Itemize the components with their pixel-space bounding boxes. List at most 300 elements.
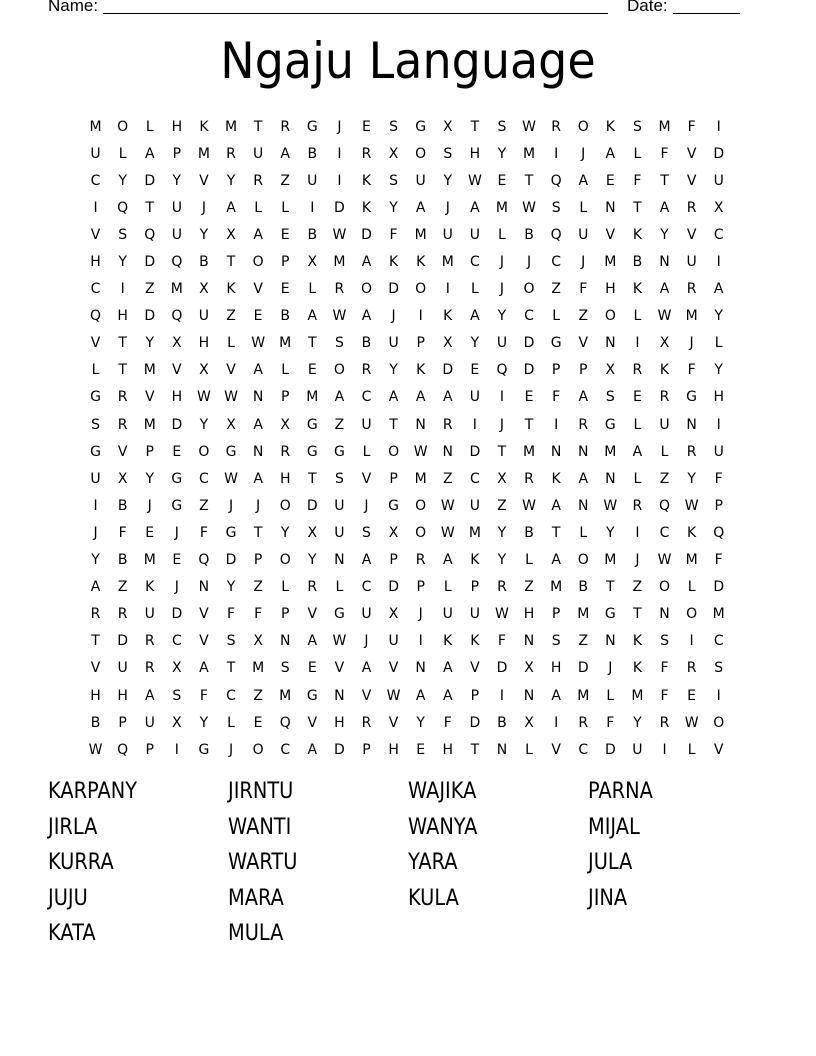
- grid-cell: I: [554, 714, 559, 731]
- grid-cell: A: [415, 687, 426, 704]
- grid-cell: R: [280, 118, 291, 135]
- grid-cell: I: [635, 524, 640, 541]
- grid-cell: Y: [660, 226, 669, 243]
- grid-cell: K: [470, 633, 480, 650]
- grid-cell: R: [686, 443, 697, 460]
- grid-cell: L: [660, 443, 669, 460]
- grid-cell: I: [472, 416, 477, 433]
- grid-cell: A: [551, 687, 561, 704]
- grid-cell: V: [578, 335, 589, 352]
- grid-cell: B: [524, 226, 534, 243]
- grid-cell: Y: [226, 172, 236, 189]
- grid-cell: U: [171, 226, 182, 243]
- grid-cell: V: [226, 362, 236, 379]
- grid-cell: J: [418, 606, 423, 623]
- grid-cell: B: [90, 714, 101, 731]
- grid-cell: T: [470, 741, 480, 758]
- grid-cell: L: [254, 199, 263, 216]
- grid-cell: A: [442, 660, 453, 677]
- grid-cell: A: [199, 660, 209, 677]
- word-list-item: WANTI: [228, 814, 292, 840]
- grid-cell: L: [525, 552, 533, 569]
- grid-cell: X: [280, 416, 290, 433]
- grid-cell: O: [117, 118, 129, 135]
- grid-cell: U: [252, 145, 264, 162]
- grid-cell: D: [388, 281, 399, 298]
- grid-cell: O: [713, 714, 725, 731]
- grid-cell: J: [337, 118, 342, 135]
- grid-cell: M: [143, 552, 156, 569]
- grid-cell: I: [662, 741, 667, 758]
- grid-cell: C: [578, 741, 589, 758]
- grid-cell: R: [334, 281, 345, 298]
- grid-cell: X: [172, 660, 182, 677]
- grid-cell: K: [605, 118, 615, 135]
- grid-cell: M: [604, 443, 617, 460]
- grid-cell: I: [93, 497, 98, 514]
- grid-cell: J: [445, 199, 450, 216]
- grid-cell: T: [551, 524, 561, 541]
- grid-cell: J: [499, 281, 505, 298]
- grid-cell: W: [603, 497, 618, 514]
- grid-cell: E: [172, 552, 182, 569]
- grid-cell: A: [388, 389, 399, 406]
- grid-cell: F: [687, 118, 696, 135]
- grid-cell: J: [174, 579, 179, 596]
- grid-cell: N: [659, 254, 670, 271]
- grid-cell: S: [443, 145, 453, 162]
- grid-cell: G: [306, 416, 318, 433]
- grid-cell: A: [361, 552, 372, 569]
- word-list-item: WAJIKA: [408, 779, 477, 804]
- grid-cell: X: [524, 660, 534, 677]
- grid-cell: U: [388, 335, 399, 352]
- grid-cell: V: [90, 660, 101, 677]
- grid-cell: N: [550, 443, 562, 460]
- grid-cell: T: [633, 199, 642, 216]
- grid-cell: I: [120, 281, 125, 298]
- grid-cell: V: [551, 741, 561, 758]
- grid-cell: R: [551, 118, 561, 135]
- grid-cell: L: [227, 714, 235, 731]
- grid-cell: H: [117, 308, 128, 325]
- grid-cell: U: [144, 714, 155, 731]
- grid-cell: T: [253, 118, 263, 135]
- word-list-item: WANYA: [408, 814, 478, 840]
- grid-cell: C: [171, 633, 182, 650]
- grid-cell: U: [198, 308, 210, 325]
- grid-cell: G: [306, 118, 318, 135]
- grid-cell: K: [687, 524, 697, 541]
- grid-cell: T: [91, 633, 100, 650]
- grid-cell: T: [470, 118, 480, 135]
- grid-cell: Y: [118, 254, 127, 271]
- grid-cell: K: [551, 470, 561, 487]
- grid-cell: I: [418, 633, 423, 650]
- grid-cell: U: [144, 606, 155, 623]
- grid-cell: L: [362, 443, 371, 460]
- grid-cell: E: [280, 281, 290, 298]
- grid-cell: M: [197, 145, 210, 162]
- grid-cell: A: [361, 254, 372, 271]
- grid-cell: U: [415, 172, 426, 189]
- grid-cell: N: [252, 443, 264, 460]
- grid-cell: A: [470, 199, 480, 216]
- word-list-item: YARA: [408, 850, 458, 875]
- grid-cell: N: [686, 416, 697, 433]
- grid-cell: Q: [496, 362, 508, 379]
- grid-cell: V: [199, 633, 209, 650]
- grid-cell: N: [198, 579, 210, 596]
- grid-cell: T: [118, 335, 127, 352]
- grid-cell: Y: [91, 552, 100, 569]
- word-list-item: JIRNTU: [228, 779, 294, 804]
- grid-cell: Q: [550, 226, 562, 243]
- grid-cell: C: [659, 524, 670, 541]
- grid-cell: I: [445, 281, 450, 298]
- grid-cell: O: [577, 118, 589, 135]
- grid-cell: I: [174, 741, 179, 758]
- grid-cell: I: [418, 308, 423, 325]
- date-label: Date:: [627, 0, 668, 15]
- grid-cell: V: [199, 172, 209, 189]
- grid-cell: S: [551, 633, 561, 650]
- grid-cell: F: [633, 172, 642, 189]
- grid-cell: Y: [226, 579, 236, 596]
- grid-cell: V: [361, 470, 372, 487]
- grid-cell: U: [632, 741, 643, 758]
- grid-cell: R: [686, 281, 697, 298]
- grid-cell: Y: [443, 172, 453, 189]
- grid-cell: K: [416, 362, 426, 379]
- grid-cell: R: [361, 145, 372, 162]
- grid-cell: L: [552, 308, 561, 325]
- grid-cell: L: [687, 579, 696, 596]
- grid-cell: H: [171, 389, 183, 406]
- grid-cell: G: [306, 687, 318, 704]
- grid-cell: K: [145, 579, 155, 596]
- grid-cell: W: [467, 172, 482, 189]
- grid-cell: H: [279, 470, 291, 487]
- grid-cell: U: [90, 145, 101, 162]
- grid-cell: A: [442, 389, 453, 406]
- grid-cell: P: [280, 389, 290, 406]
- grid-cell: G: [604, 416, 616, 433]
- grid-cell: A: [253, 416, 263, 433]
- grid-cell: X: [388, 145, 399, 162]
- grid-cell: H: [198, 335, 210, 352]
- grid-cell: Z: [442, 470, 453, 487]
- grid-cell: N: [442, 443, 453, 460]
- grid-cell: U: [496, 335, 508, 352]
- grid-cell: V: [388, 714, 399, 731]
- grid-cell: X: [172, 335, 182, 352]
- grid-cell: O: [279, 497, 291, 514]
- grid-cell: L: [118, 145, 127, 162]
- grid-cell: L: [281, 199, 290, 216]
- grid-cell: P: [416, 335, 425, 352]
- grid-cell: I: [337, 172, 342, 189]
- grid-cell: D: [388, 579, 399, 596]
- grid-cell: H: [90, 687, 101, 704]
- grid-cell: A: [659, 281, 670, 298]
- grid-cell: U: [469, 497, 480, 514]
- grid-cell: A: [307, 741, 318, 758]
- grid-cell: I: [716, 416, 721, 433]
- grid-cell: M: [577, 606, 590, 623]
- grid-cell: O: [659, 579, 671, 596]
- grid-cell: M: [577, 687, 590, 704]
- grid-cell: Q: [171, 254, 183, 271]
- grid-cell: L: [470, 281, 479, 298]
- grid-cell: V: [90, 335, 101, 352]
- grid-cell: I: [689, 633, 694, 650]
- grid-cell: U: [713, 443, 724, 460]
- grid-cell: Y: [497, 145, 507, 162]
- grid-cell: D: [523, 335, 535, 352]
- grid-cell: V: [686, 172, 697, 189]
- grid-cell: J: [499, 254, 505, 271]
- grid-cell: D: [713, 579, 725, 596]
- grid-cell: H: [523, 606, 535, 623]
- grid-cell: V: [470, 660, 480, 677]
- grid-cell: V: [307, 714, 318, 731]
- grid-cell: Q: [144, 226, 156, 243]
- grid-cell: Z: [253, 687, 263, 704]
- grid-cell: D: [469, 443, 481, 460]
- grid-cell: P: [253, 552, 263, 569]
- grid-cell: M: [712, 606, 725, 623]
- grid-cell: I: [310, 199, 315, 216]
- grid-cell: E: [280, 226, 290, 243]
- grid-cell: E: [307, 362, 317, 379]
- grid-cell: P: [714, 497, 723, 514]
- grid-cell: X: [226, 416, 236, 433]
- grid-cell: R: [144, 660, 155, 677]
- grid-cell: Q: [90, 308, 102, 325]
- grid-cell: X: [442, 335, 453, 352]
- grid-cell: R: [524, 470, 534, 487]
- grid-cell: X: [172, 714, 182, 731]
- grid-cell: D: [171, 606, 183, 623]
- grid-cell: Z: [226, 308, 236, 325]
- grid-cell: N: [605, 335, 616, 352]
- grid-cell: E: [362, 118, 371, 135]
- grid-cell: G: [604, 606, 616, 623]
- grid-cell: T: [253, 524, 263, 541]
- grid-cell: Y: [389, 362, 398, 379]
- grid-cell: R: [659, 389, 670, 406]
- grid-cell: A: [605, 145, 616, 162]
- grid-cell: U: [307, 172, 318, 189]
- grid-cell: L: [579, 199, 588, 216]
- grid-cell: H: [550, 660, 562, 677]
- grid-cell: C: [551, 254, 562, 271]
- grid-cell: D: [469, 714, 481, 731]
- grid-cell: F: [254, 606, 263, 623]
- grid-cell: P: [389, 552, 398, 569]
- grid-cell: J: [228, 497, 234, 514]
- grid-cell: M: [143, 362, 156, 379]
- grid-cell: L: [525, 741, 533, 758]
- grid-cell: D: [225, 552, 237, 569]
- grid-cell: N: [279, 633, 291, 650]
- grid-cell: P: [579, 362, 588, 379]
- grid-cell: Z: [578, 308, 589, 325]
- grid-cell: N: [415, 660, 426, 677]
- grid-cell: X: [199, 362, 209, 379]
- grid-cell: Y: [145, 335, 155, 352]
- grid-cell: R: [442, 416, 453, 433]
- grid-cell: T: [497, 443, 507, 460]
- grid-cell: M: [252, 660, 265, 677]
- grid-cell: B: [199, 254, 209, 271]
- grid-cell: C: [280, 741, 291, 758]
- grid-cell: V: [334, 660, 345, 677]
- grid-cell: D: [117, 633, 129, 650]
- grid-cell: N: [605, 199, 616, 216]
- grid-cell: P: [551, 606, 561, 623]
- grid-cell: C: [226, 687, 236, 704]
- grid-cell: L: [714, 335, 723, 352]
- grid-cell: N: [252, 389, 264, 406]
- grid-cell: N: [415, 416, 426, 433]
- grid-cell: S: [497, 118, 507, 135]
- grid-cell: Y: [714, 362, 723, 379]
- grid-cell: L: [498, 226, 506, 243]
- grid-cell: W: [495, 606, 509, 623]
- grid-cell: A: [551, 497, 561, 514]
- grid-cell: X: [388, 606, 399, 623]
- grid-cell: J: [391, 308, 396, 325]
- grid-cell: P: [118, 714, 127, 731]
- grid-cell: L: [281, 579, 290, 596]
- grid-cell: D: [334, 199, 345, 216]
- grid-cell: O: [415, 497, 427, 514]
- grid-cell: D: [604, 741, 616, 758]
- grid-cell: N: [659, 606, 670, 623]
- grid-cell: K: [632, 281, 643, 298]
- grid-cell: A: [578, 389, 589, 406]
- grid-cell: R: [361, 362, 372, 379]
- grid-cell: L: [443, 579, 452, 596]
- grid-cell: K: [659, 362, 670, 379]
- grid-cell: U: [90, 470, 101, 487]
- grid-cell: J: [147, 497, 152, 514]
- grid-cell: Y: [199, 226, 209, 243]
- grid-cell: S: [226, 633, 236, 650]
- grid-cell: W: [522, 199, 536, 216]
- grid-cell: Z: [199, 497, 209, 514]
- grid-cell: N: [334, 687, 345, 704]
- grid-cell: Z: [117, 579, 128, 596]
- grid-cell: Y: [470, 335, 480, 352]
- grid-cell: W: [332, 308, 347, 325]
- grid-cell: N: [577, 443, 589, 460]
- grid-cell: T: [226, 660, 236, 677]
- grid-cell: U: [334, 497, 345, 514]
- grid-cell: W: [224, 470, 238, 487]
- grid-cell: K: [443, 633, 453, 650]
- page-title: Ngaju Language: [220, 32, 596, 90]
- grid-cell: E: [524, 389, 534, 406]
- grid-cell: Z: [497, 497, 507, 514]
- grid-cell: E: [307, 660, 317, 677]
- grid-cell: S: [389, 118, 399, 135]
- grid-cell: J: [526, 254, 532, 271]
- grid-cell: L: [633, 308, 642, 325]
- grid-cell: V: [307, 606, 318, 623]
- grid-cell: S: [334, 335, 344, 352]
- grid-cell: E: [470, 362, 480, 379]
- grid-cell: G: [171, 470, 183, 487]
- grid-cell: P: [470, 687, 480, 704]
- grid-cell: H: [605, 281, 616, 298]
- grid-cell: W: [440, 524, 455, 541]
- grid-cell: Q: [117, 199, 129, 216]
- grid-cell: S: [172, 687, 182, 704]
- grid-cell: P: [145, 741, 154, 758]
- grid-cell: B: [632, 254, 643, 271]
- grid-cell: W: [197, 389, 211, 406]
- grid-cell: V: [117, 443, 128, 460]
- grid-cell: R: [361, 714, 372, 731]
- grid-cell: J: [228, 741, 234, 758]
- grid-cell: I: [554, 416, 559, 433]
- grid-cell: N: [496, 741, 508, 758]
- grid-cell: X: [226, 226, 236, 243]
- date-blank-line: [673, 13, 740, 14]
- grid-cell: V: [713, 741, 724, 758]
- grid-cell: Y: [172, 172, 182, 189]
- grid-cell: C: [713, 633, 724, 650]
- grid-cell: I: [635, 335, 640, 352]
- grid-cell: R: [144, 633, 155, 650]
- grid-cell: T: [524, 416, 534, 433]
- grid-cell: L: [579, 524, 588, 541]
- grid-cell: B: [497, 714, 507, 731]
- grid-cell: B: [578, 579, 589, 596]
- grid-cell: C: [524, 308, 534, 325]
- grid-cell: R: [632, 497, 643, 514]
- grid-cell: Z: [253, 579, 263, 596]
- grid-cell: O: [415, 524, 427, 541]
- grid-cell: S: [280, 660, 290, 677]
- grid-cell: Y: [199, 714, 209, 731]
- grid-cell: Y: [280, 524, 290, 541]
- grid-cell: D: [577, 660, 589, 677]
- grid-cell: Q: [117, 741, 129, 758]
- grid-cell: R: [280, 443, 291, 460]
- grid-cell: X: [307, 254, 318, 271]
- grid-cell: G: [388, 497, 399, 514]
- grid-cell: T: [606, 579, 615, 596]
- grid-cell: D: [496, 660, 508, 677]
- grid-cell: A: [578, 470, 589, 487]
- grid-cell: K: [470, 552, 480, 569]
- grid-cell: D: [144, 172, 156, 189]
- grid-cell: A: [226, 199, 236, 216]
- grid-cell: A: [415, 389, 426, 406]
- grid-cell: W: [332, 633, 347, 650]
- grid-cell: U: [442, 606, 453, 623]
- grid-cell: M: [658, 118, 671, 135]
- grid-cell: X: [307, 524, 318, 541]
- letter-grid: [82, 113, 732, 763]
- grid-cell: S: [118, 226, 128, 243]
- grid-cell: R: [686, 660, 697, 677]
- grid-cell: H: [469, 145, 481, 162]
